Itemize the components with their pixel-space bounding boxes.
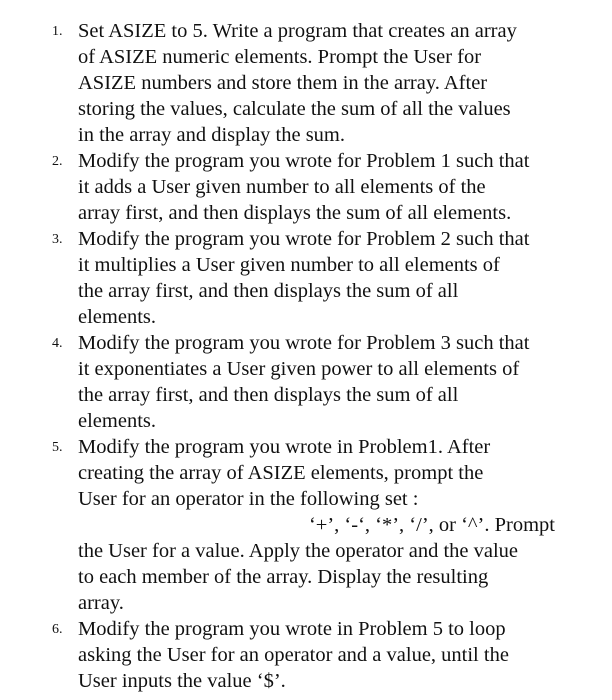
problem-text-line: the array first, and then displays the sum of all <box>78 384 459 406</box>
problem-text-line: the User for a value. Apply the operator and the value <box>78 540 519 562</box>
problem-text-line: of ASIZE numeric elements. Prompt the User for <box>78 46 482 68</box>
problem-text-line: array first, and then displays the sum of all elements. <box>78 202 512 224</box>
problem-1 <box>52 18 578 148</box>
problem-number: 2. <box>52 154 63 169</box>
problem-text-line: elements. <box>78 410 156 432</box>
problem-text-line: in the array and display the sum. <box>78 124 346 146</box>
problem-text-line: storing the values, calculate the sum of all the values <box>78 98 511 120</box>
problem-3 <box>52 226 578 330</box>
problem-number: 5. <box>52 440 63 455</box>
problem-text-line: ASIZE numbers and store them in the array. After <box>78 72 488 94</box>
problem-number: 1. <box>52 24 63 39</box>
problem-2 <box>52 148 578 226</box>
problem-4 <box>52 330 578 434</box>
problem-text-line: Modify the program you wrote in Problem1. After <box>78 436 491 458</box>
problem-5 <box>52 434 578 616</box>
problem-text-line: it adds a User given number to all elements of the <box>78 176 486 198</box>
problem-text-line: elements. <box>78 306 156 328</box>
problem-text-line: Modify the program you wrote for Problem 2 such that <box>78 228 530 250</box>
problem-text-line: Modify the program you wrote in Problem 5 to loop <box>78 618 506 640</box>
problem-text-line: array. <box>78 592 124 614</box>
problem-text-line: asking the User for an operator and a value, until the <box>78 644 509 666</box>
problem-list <box>0 18 612 694</box>
problem-number: 4. <box>52 336 63 351</box>
problem-text-line: Set ASIZE to 5. Write a program that creates an array <box>78 20 517 42</box>
problem-text-line: Modify the program you wrote for Problem 1 such that <box>78 150 530 172</box>
problem-number: 3. <box>52 232 63 247</box>
problem-text-line: it multiplies a User given number to all elements of <box>78 254 500 276</box>
problem-text-line: User inputs the value ‘$’. <box>78 670 286 692</box>
problem-number: 6. <box>52 622 63 637</box>
problem-text-line: the array first, and then displays the sum of all <box>78 280 459 302</box>
problem-text-line: it exponentiates a User given power to all elements of <box>78 358 520 380</box>
problem-6 <box>52 616 578 694</box>
problem-text-line: creating the array of ASIZE elements, prompt the <box>78 462 484 484</box>
operator-set-line: ‘+’, ‘-‘, ‘*’, ‘/’, or ‘^’. Prompt <box>308 514 555 536</box>
problem-text-line: User for an operator in the following set : <box>78 488 419 510</box>
problem-text-line: to each member of the array. Display the resulting <box>78 566 489 588</box>
problem-text-line: Modify the program you wrote for Problem 3 such that <box>78 332 530 354</box>
